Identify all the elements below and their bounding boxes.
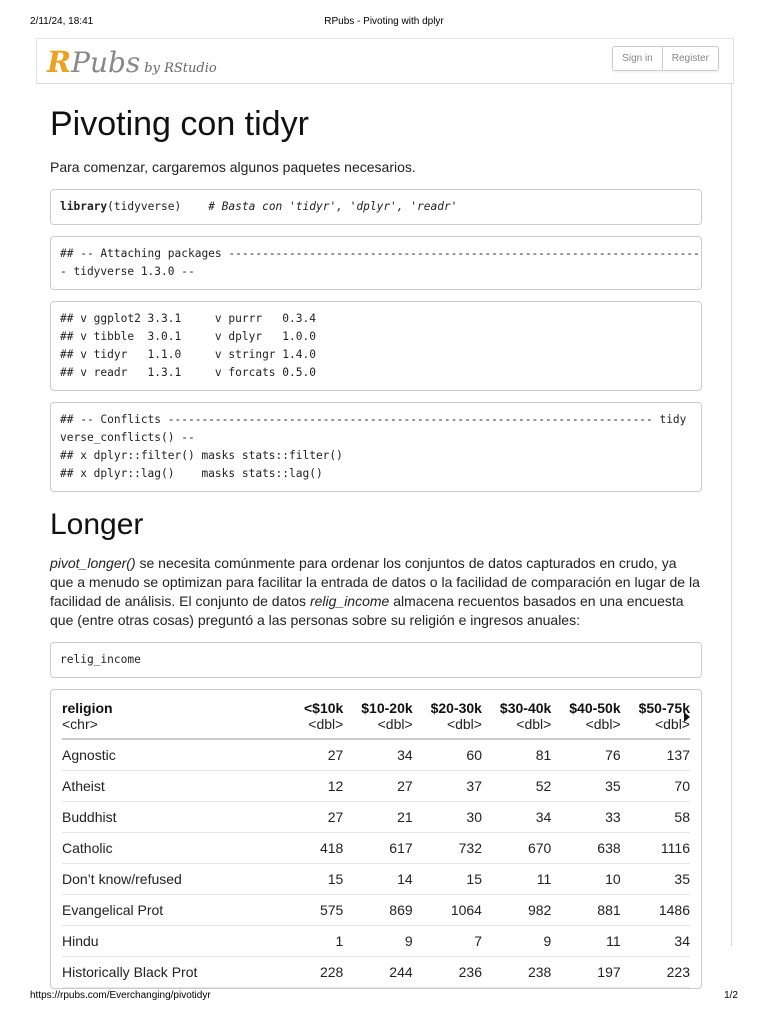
print-footer <box>30 990 738 1004</box>
cell-religion: Don’t know/refused <box>62 864 273 895</box>
cell-value: 732 <box>413 833 482 864</box>
table-row <box>62 833 690 864</box>
cell-value: 9 <box>343 926 412 957</box>
cell-value: 70 <box>621 771 690 802</box>
logo-r: R <box>47 45 72 79</box>
column-header <box>62 694 273 739</box>
cell-value: 11 <box>482 864 551 895</box>
cell-value: 1 <box>273 926 343 957</box>
column-name: $10-20k <box>361 700 413 716</box>
column-name: $20-30k <box>430 700 482 716</box>
cell-religion: Buddhist <box>62 802 273 833</box>
next-columns-arrow-icon[interactable] <box>684 712 690 722</box>
column-type: <chr> <box>62 716 98 732</box>
column-name: $40-50k <box>569 700 621 716</box>
column-type: <dbl> <box>446 716 482 732</box>
cell-value: 244 <box>343 957 412 988</box>
cell-value: 197 <box>551 957 620 988</box>
column-type: <dbl> <box>308 716 344 732</box>
cell-religion: Historically Black Prot <box>62 957 273 988</box>
table-row <box>62 802 690 833</box>
code-comment: # Basta con 'tidyr', 'dplyr', 'readr' <box>208 200 458 213</box>
cell-value: 15 <box>273 864 343 895</box>
code-block-library <box>50 189 702 225</box>
print-url: https://rpubs.com/Everchanging/pivotidyr <box>30 990 211 1001</box>
column-header <box>343 694 412 739</box>
code-block-relig-income: relig_income <box>50 642 702 678</box>
cell-value: 1486 <box>621 895 690 926</box>
cell-value: 37 <box>413 771 482 802</box>
cell-value: 238 <box>482 957 551 988</box>
cell-value: 34 <box>343 739 412 771</box>
longer-paragraph <box>50 554 702 630</box>
cell-value: 58 <box>621 802 690 833</box>
cell-value: 1116 <box>621 833 690 864</box>
cell-value: 14 <box>343 864 412 895</box>
cell-value: 81 <box>482 739 551 771</box>
column-type: <dbl> <box>377 716 413 732</box>
cell-value: 982 <box>482 895 551 926</box>
data-table-container <box>50 689 702 989</box>
column-name: $50-75k <box>638 700 690 716</box>
table-row <box>62 864 690 895</box>
print-page-number: 1/2 <box>724 990 738 1001</box>
column-type: <dbl> <box>585 716 621 732</box>
output-attaching-packages: ## -- Attaching packages ---------------------------------------------------------------------- - tidyverse 1.3.0 -- <box>50 236 702 290</box>
cell-value: 137 <box>621 739 690 771</box>
cell-value: 60 <box>413 739 482 771</box>
section-title-longer: Longer <box>50 508 144 541</box>
main-content <box>50 84 702 989</box>
column-header <box>273 694 343 739</box>
dataset-name: relig_income <box>309 593 390 609</box>
relig-income-table <box>62 694 690 988</box>
cell-value: 10 <box>551 864 620 895</box>
intro-text: Para comenzar, cargaremos algunos paquetes necesarios. <box>50 159 416 175</box>
page-border <box>731 84 732 946</box>
cell-value: 575 <box>273 895 343 926</box>
cell-value: 33 <box>551 802 620 833</box>
page-title: Pivoting con tidyr <box>50 105 309 143</box>
cell-value: 27 <box>273 802 343 833</box>
table-row <box>62 957 690 988</box>
table-row <box>62 926 690 957</box>
cell-value: 27 <box>273 739 343 771</box>
print-header <box>30 16 738 32</box>
output-conflicts: ## -- Conflicts ------------------------------------------------------------------------ tidy verse_conflicts() -- ## x dplyr::filter() masks stats::filter() ## x dplyr::lag() masks stats::lag() <box>50 402 702 492</box>
column-type: <dbl> <box>516 716 552 732</box>
column-header <box>482 694 551 739</box>
cell-value: 15 <box>413 864 482 895</box>
cell-value: 27 <box>343 771 412 802</box>
cell-value: 34 <box>482 802 551 833</box>
cell-value: 11 <box>551 926 620 957</box>
column-name: $30-40k <box>499 700 552 716</box>
cell-value: 12 <box>273 771 343 802</box>
function-name: pivot_longer() <box>50 555 136 571</box>
cell-value: 617 <box>343 833 412 864</box>
cell-religion: Hindu <box>62 926 273 957</box>
cell-value: 1064 <box>413 895 482 926</box>
column-header <box>621 694 690 739</box>
cell-value: 223 <box>621 957 690 988</box>
cell-value: 30 <box>413 802 482 833</box>
table-row <box>62 739 690 771</box>
cell-value: 228 <box>273 957 343 988</box>
cell-religion: Agnostic <box>62 739 273 771</box>
table-header-row <box>62 694 690 739</box>
cell-religion: Catholic <box>62 833 273 864</box>
auth-buttons <box>612 46 719 71</box>
output-package-versions: ## v ggplot2 3.3.1 v purrr 0.3.4 ## v tibble 3.0.1 v dplyr 1.0.0 ## v tidyr 1.1.0 v stringr 1.4.0 ## v readr 1.3.1 v forcats 0.5.0 <box>50 301 702 391</box>
column-name: religion <box>62 700 113 716</box>
cell-religion: Evangelical Prot <box>62 895 273 926</box>
code-keyword: library <box>60 200 108 213</box>
rpubs-logo[interactable] <box>47 45 217 79</box>
column-header <box>551 694 620 739</box>
cell-value: 35 <box>551 771 620 802</box>
cell-value: 418 <box>273 833 343 864</box>
print-page-title: RPubs - Pivoting with dplyr <box>324 16 444 27</box>
cell-value: 35 <box>621 864 690 895</box>
code-args: (tidyverse) <box>107 200 209 213</box>
paragraph-text-1: se necesita comúnmente para ordenar los conjuntos de datos capturados en crudo, ya que a menudo se optimizan para facilitar la entrada de datos o la facilidad de comparación en lugar de la facilidad de análisis. El conjunto de datos <box>50 555 700 609</box>
logo-by-rstudio: by RStudio <box>144 61 217 76</box>
table-row <box>62 895 690 926</box>
paragraph-text-2: almacena recuentos basados en una encuesta que (entre otras cosas) preguntó a las personas sobre su religión e ingresos anuales: <box>50 593 684 628</box>
register-button[interactable]: Register <box>662 47 718 70</box>
sign-in-button[interactable]: Sign in <box>622 53 653 64</box>
cell-value: 34 <box>621 926 690 957</box>
rpubs-header <box>36 38 734 84</box>
column-type: <dbl> <box>654 716 690 732</box>
logo-pubs: Pubs <box>71 46 141 79</box>
cell-value: 638 <box>551 833 620 864</box>
cell-value: 52 <box>482 771 551 802</box>
cell-religion: Atheist <box>62 771 273 802</box>
cell-value: 236 <box>413 957 482 988</box>
table-row <box>62 771 690 802</box>
column-header <box>413 694 482 739</box>
cell-value: 21 <box>343 802 412 833</box>
print-datetime: 2/11/24, 18:41 <box>30 16 94 27</box>
column-name: <$10k <box>304 700 344 716</box>
cell-value: 7 <box>413 926 482 957</box>
cell-value: 869 <box>343 895 412 926</box>
table-body <box>62 739 690 988</box>
cell-value: 881 <box>551 895 620 926</box>
cell-value: 9 <box>482 926 551 957</box>
cell-value: 670 <box>482 833 551 864</box>
cell-value: 76 <box>551 739 620 771</box>
